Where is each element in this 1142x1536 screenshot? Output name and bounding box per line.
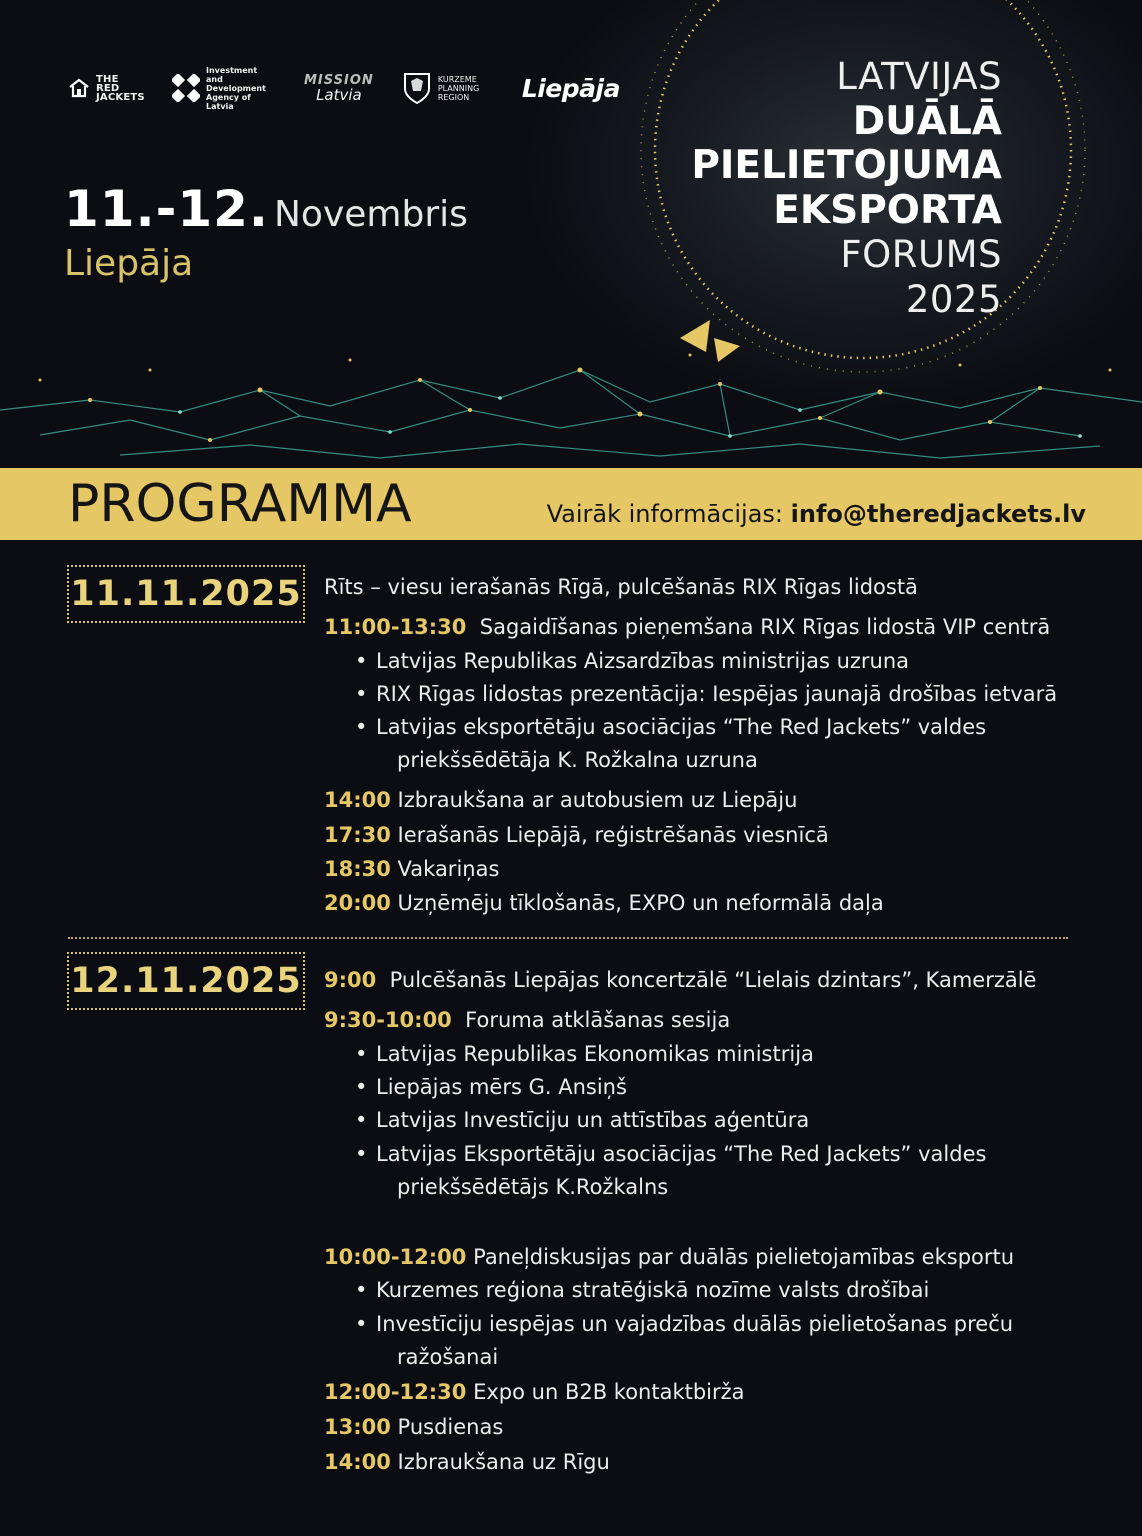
partner-logos xyxy=(68,66,620,110)
list-item: • Kurzemes reģiona stratēģiskā nozīme valsts drošībai xyxy=(376,1278,929,1302)
list-item: • Latvijas Republikas Ekonomikas ministrija xyxy=(376,1042,814,1066)
schedule-item: 20:00 Uzņēmēju tīklošanās, EXPO un neformālā daļa xyxy=(324,891,884,915)
program-heading: PROGRAMMA xyxy=(68,474,412,534)
dates-month: Novembris xyxy=(274,194,468,235)
schedule-item: 18:30 Vakariņas xyxy=(324,857,500,881)
list-item-continued: priekšsēdētāja K. Rožkalna uzruna xyxy=(397,748,758,772)
day1-block: 11:00-13:30 Sagaidīšanas pieņemšana RIX Rīgas lidostā VIP centrā xyxy=(324,615,1051,639)
day2-intro: 9:00 Pulcēšanās Liepājas koncertzālē “Lielais dzintars”, Kamerzālē xyxy=(324,968,1037,992)
list-item: • Liepājas mērs G. Ansiņš xyxy=(376,1075,627,1099)
list-item: • Latvijas eksportētāju asociācijas “The Red Jackets” valdes xyxy=(376,715,986,739)
list-item-continued: priekšsēdētājs K.Rožkalns xyxy=(397,1175,669,1199)
schedule-item: 13:00 Pusdienas xyxy=(324,1415,504,1439)
kurzeme-logo: KURZEME PLANNING REGION xyxy=(402,71,494,105)
schedule-item: 17:30 Ierašanās Liepājā, reģistrēšanās viesnīcā xyxy=(324,823,829,847)
schedule-item: 14:00 Izbraukšana ar autobusiem uz Liepāju xyxy=(324,788,798,812)
dates-range: 11.-12. xyxy=(64,180,269,238)
day1-intro: Rīts – viesu ierašanās Rīgā, pulcēšanās RIX Rīgas lidostā xyxy=(324,575,918,599)
info-email-link[interactable]: info@theredjackets.lv xyxy=(790,500,1086,528)
schedule-item: 14:00 Izbraukšana uz Rīgu xyxy=(324,1450,610,1474)
liaa-mark-icon xyxy=(172,74,200,102)
list-item: • Latvijas Eksportētāju asociācijas “The Red Jackets” valdes xyxy=(376,1142,986,1166)
list-item-continued: ražošanai xyxy=(397,1345,499,1369)
red-jackets-logo: THE RED JACKETS xyxy=(68,75,144,102)
list-item: • Latvijas Republikas Aizsardzības ministrijas uzruna xyxy=(376,649,909,673)
program-band xyxy=(0,468,1142,540)
coat-of-arms-icon xyxy=(402,71,432,105)
list-item: • Latvijas Investīciju un attīstības aģentūra xyxy=(376,1108,809,1132)
list-item: • RIX Rīgas lidostas prezentācija: Iespējas jaunajā drošības ietvarā xyxy=(376,682,1057,706)
day2-date-box: 12.11.2025 xyxy=(67,952,305,1010)
day2-block-opening: 9:30-10:00 Foruma atklāšanas sesija xyxy=(324,1008,731,1032)
day-divider xyxy=(68,937,1068,939)
liepaja-logo: Liepāja xyxy=(521,73,620,103)
list-item: • Investīciju iespējas un vajadzības duālās pielietošanas preču xyxy=(376,1312,1013,1336)
schedule-item: 12:00-12:30 Expo un B2B kontaktbirža xyxy=(324,1380,745,1404)
day2-block-panel: 10:00-12:00 Paneļdiskusijas par duālās pielietojamības eksportu xyxy=(324,1245,1015,1269)
house-icon xyxy=(68,78,90,98)
event-city: Liepāja xyxy=(64,243,194,284)
info-contact: Vairāk informācijas: info@theredjackets.lv xyxy=(546,500,1086,528)
liaa-logo: Investment and Development Agency of Latvia xyxy=(172,66,276,111)
day1-date-box: 11.11.2025 xyxy=(67,565,305,623)
mission-latvia-logo: MISSION Latvia xyxy=(304,73,374,104)
event-dates xyxy=(64,180,468,238)
forum-title: LATVIJAS DUĀLĀ PIELIETOJUMA EKSPORTA FORUMS 2025 xyxy=(691,55,1002,321)
hero-section xyxy=(0,0,1142,470)
